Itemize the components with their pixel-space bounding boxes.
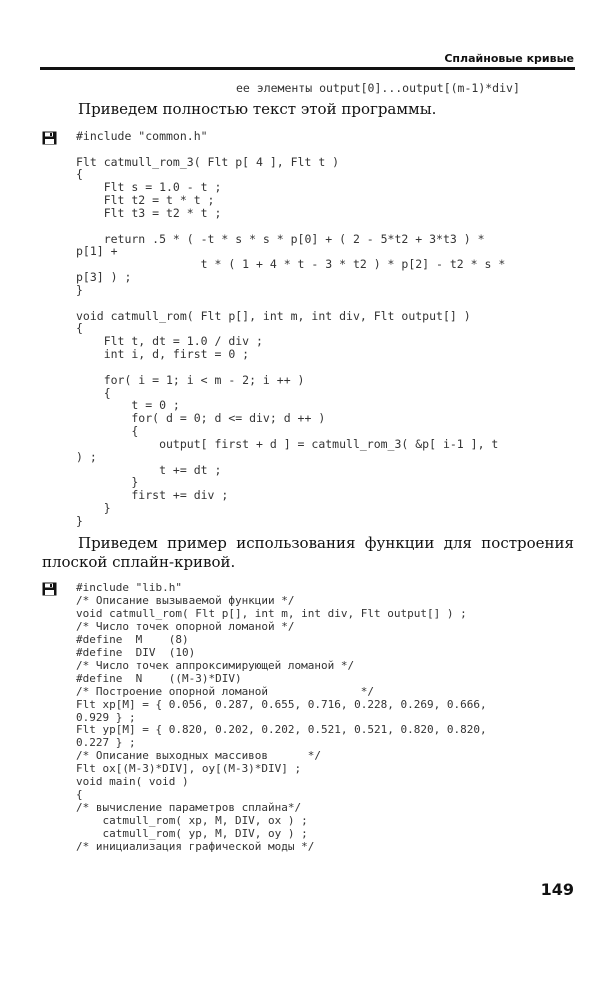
- intro-paragraph: Приведем полностью текст этой программы.: [78, 100, 437, 118]
- running-header: Сплайновые кривые: [444, 52, 574, 65]
- floppy-disk-icon: [42, 131, 57, 145]
- code-fragment: ee элементы output[0]...output[(m-1)*div]: [236, 81, 520, 95]
- floppy-disk-icon: [42, 582, 57, 596]
- code-listing-catmull-rom: #include "common.h" Flt catmull_rom_3( Flt p[ 4 ], Flt t ) { Flt s = 1.0 - t ; Flt t2 = t * t ; Flt t3 = t2 * t ; return .5 * ( -t * s * s * p[0] + ( 2 - 5*t2 + 3*t3 ) * p[1] + t * ( 1 + 4 * t - 3 * t2 ) * p[2] - t2 * s * p[3] ) ; } void catmull_rom( Flt p[], int m, int div, Flt output[] ) { Flt t, dt = 1.0 / div ; int i, d, first = 0 ; for( i = 1; i < m - 2; i ++ ) { t = 0 ; for( d = 0; d <= div; d ++ ) { output[ first + d ] = catmull_rom_3( &p[ i-1 ], t ) ; t += dt ; } first += div ; } }: [76, 129, 506, 528]
- header-rule: [40, 67, 575, 70]
- page-number: 149: [540, 880, 574, 899]
- example-paragraph-line2: плоской сплайн-кривой.: [42, 553, 236, 571]
- code-listing-example: #include "lib.h" /* Описание вызываемой функции */ void catmull_rom( Flt p[], int m, int div, Flt output[] ) ; /* Число точек опорной ломаной */ #define M (8) #define DIV (10) /* Число точек аппроксимирующей ломаной */ #define N ((M-3)*DIV) /* Построение опорной ломаной */ Flt xp[M] = { 0.056, 0.287, 0.655, 0.716, 0.228, 0.269, 0.666, 0.929 } ; Flt yp[M] = { 0.820, 0.202, 0.202, 0.521, 0.521, 0.820, 0.820, 0.227 } ; /* Описание выходных массивов */ Flt ox[(M-3)*DIV], oy[(M-3)*DIV] ; void main( void ) { /* вычисление параметров сплайна*/ catmull_rom( xp, M, DIV, ox ) ; catmull_rom( yp, M, DIV, oy ) ; /* инициализация графической моды */: [76, 581, 487, 854]
- example-paragraph-line1: Приведем пример использования функции для построения: [78, 534, 574, 552]
- example-paragraph: [42, 534, 574, 572]
